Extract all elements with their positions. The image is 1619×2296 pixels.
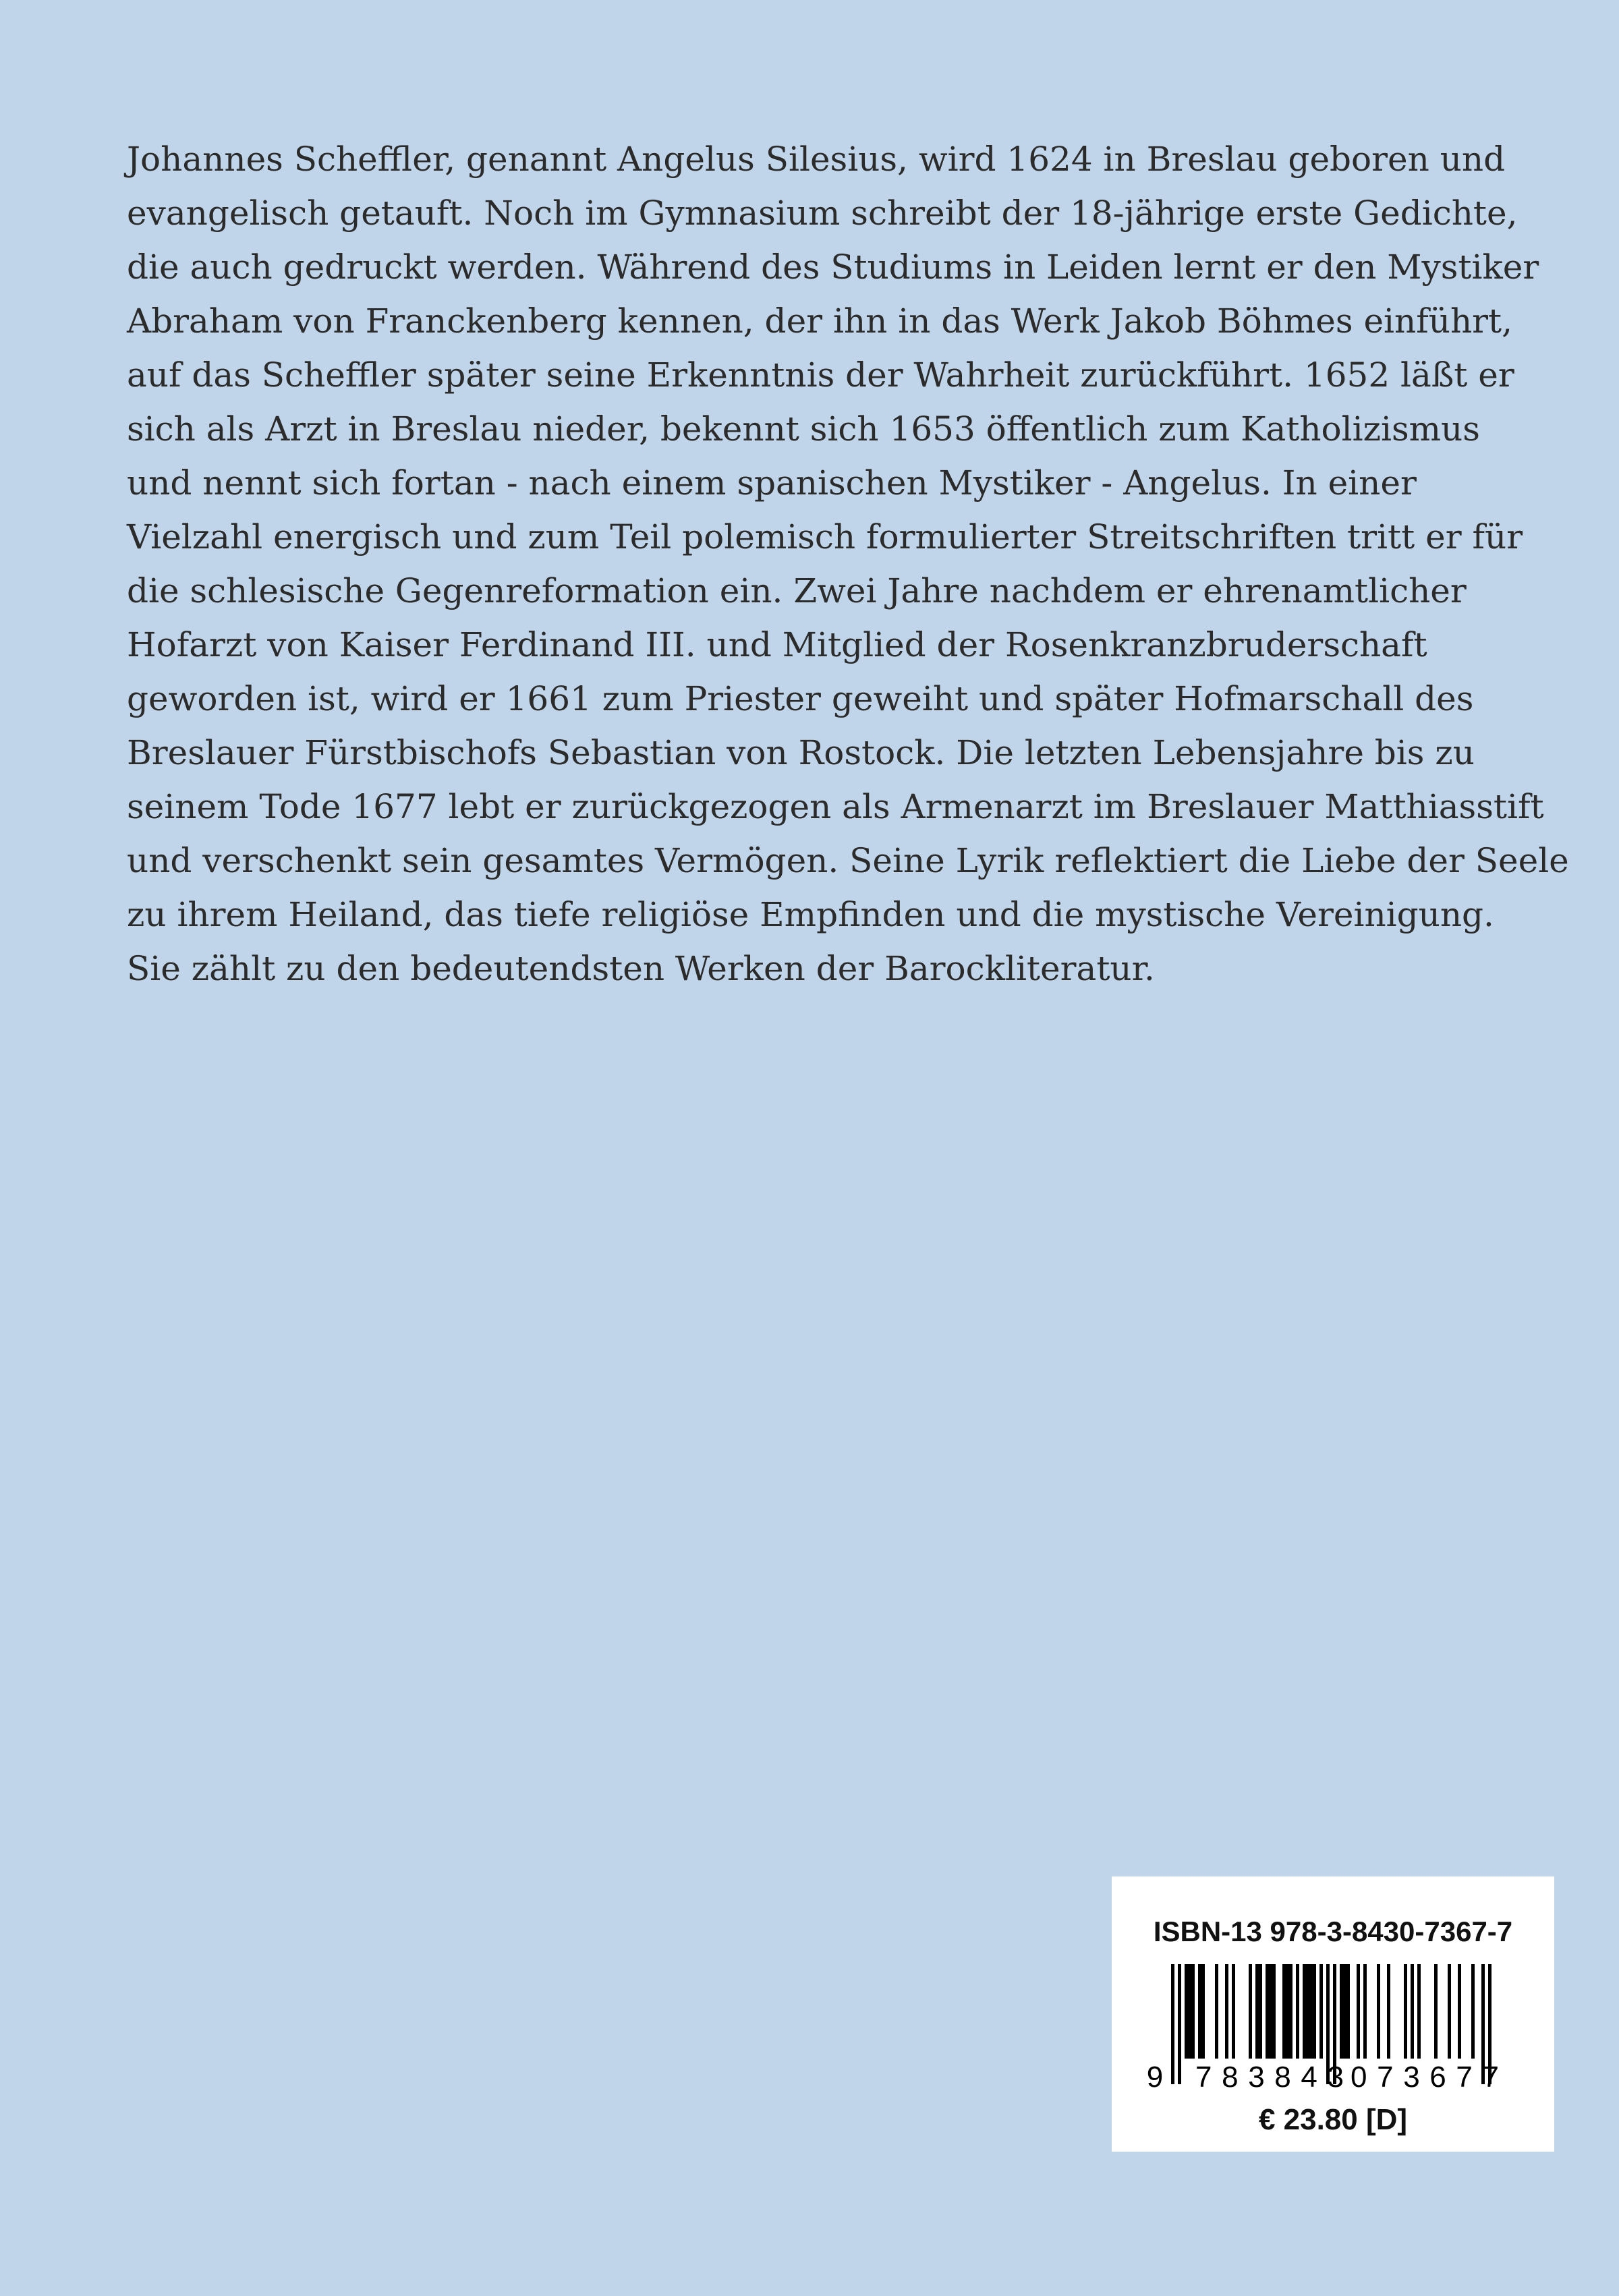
barcode-bar — [1215, 1964, 1218, 2059]
price-label: € 23.80 [D] — [1258, 2103, 1408, 2136]
barcode-bar — [1340, 1964, 1343, 2059]
blurb-line: seinem Tode 1677 lebt er zurückgezogen als Armenarzt im Breslauer Matthiasstift — [127, 787, 1544, 826]
barcode-first-digit: 9 — [1147, 2061, 1164, 2092]
barcode-bar — [1313, 1964, 1316, 2059]
blurb-line: evangelisch getauft. Noch im Gymnasium schreibt der 18-jährige erste Gedichte, — [127, 194, 1518, 233]
barcode-bar — [1272, 1964, 1276, 2059]
barcode-bar — [1188, 1964, 1191, 2059]
barcode-bar — [1255, 1964, 1259, 2059]
barcode-bar — [1266, 1964, 1269, 2059]
blurb-line: zu ihrem Heiland, das tiefe religiöse Empfinden und die mystische Vereinigung. — [127, 895, 1494, 934]
blurb-line: und nennt sich fortan - nach einem spanischen Mystiker - Angelus. In einer — [127, 463, 1417, 503]
isbn-number: ISBN-13 978-3-8430-7367-7 — [1153, 1916, 1513, 1947]
blurb-line: geworden ist, wird er 1661 zum Priester geweiht und später Hofmarschall des — [127, 679, 1474, 718]
barcode-bar — [1198, 1964, 1201, 2059]
barcode-bar — [1282, 1964, 1286, 2059]
isbn-label-box — [1112, 1876, 1554, 2152]
barcode-bar — [1306, 1964, 1309, 2059]
blurb-line: Vielzahl energisch und zum Teil polemisch formulierter Streitschriften tritt er für — [127, 517, 1523, 556]
barcode-bar — [1201, 1964, 1205, 2059]
barcode-right-digits: 073677 — [1351, 2061, 1499, 2092]
barcode-bar — [1319, 1964, 1323, 2059]
blurb-line: Hofarzt von Kaiser Ferdinand III. und Mitglied der Rosenkranzbruderschaft — [127, 625, 1427, 664]
barcode-bar — [1185, 1964, 1188, 2059]
blurb-line: Johannes Scheffler, genannt Angelus Silesius, wird 1624 in Breslau geboren und — [127, 140, 1506, 179]
barcode-bar — [1434, 1964, 1438, 2059]
barcode-bar — [1411, 1964, 1414, 2059]
barcode-bar — [1259, 1964, 1262, 2059]
blurb-line: Abraham von Franckenberg kennen, der ihn in das Werk Jakob Böhmes einführt, — [127, 302, 1513, 341]
barcode-bar — [1387, 1964, 1390, 2059]
barcode-bar — [1289, 1964, 1293, 2059]
barcode — [1147, 1964, 1525, 2092]
barcode-bar — [1357, 1964, 1360, 2059]
barcode-bar — [1448, 1964, 1451, 2059]
barcode-bar — [1458, 1964, 1461, 2059]
barcode-bar — [1309, 1964, 1313, 2059]
blurb-line: die auch gedruckt werden. Während des Studiums in Leiden lernt er den Mystiker — [127, 248, 1539, 287]
barcode-bar — [1171, 1964, 1174, 2084]
barcode-bar — [1471, 1964, 1475, 2059]
blurb-line: auf das Scheffler später seine Erkenntnis der Wahrheit zurückführt. 1652 läßt er — [127, 355, 1514, 395]
barcode-bar — [1232, 1964, 1235, 2059]
barcode-left-digits: 783843 — [1195, 2061, 1344, 2092]
blurb-line: Breslauer Fürstbischofs Sebastian von Rostock. Die letzten Lebensjahre bis zu — [127, 733, 1475, 772]
barcode-bar — [1303, 1964, 1306, 2059]
blurb-line: und verschenkt sein gesamtes Vermögen. Seine Lyrik reflektiert die Liebe der Seele — [127, 841, 1569, 880]
barcode-bar — [1377, 1964, 1380, 2059]
blurb-text — [127, 132, 1569, 996]
barcode-bar — [1346, 1964, 1350, 2059]
blurb-line: sich als Arzt in Breslau nieder, bekennt sich 1653 öffentlich zum Katholizismus — [127, 409, 1480, 449]
barcode-bar — [1269, 1964, 1272, 2059]
barcode-bar — [1225, 1964, 1228, 2059]
barcode-bar — [1343, 1964, 1346, 2059]
barcode-bar — [1363, 1964, 1367, 2059]
barcode-bar — [1191, 1964, 1195, 2059]
barcode-bar — [1286, 1964, 1289, 2059]
blurb-line: Sie zählt zu den bedeutendsten Werken der Barockliteratur. — [127, 949, 1155, 988]
barcode-bar — [1404, 1964, 1407, 2059]
barcode-bar — [1249, 1964, 1252, 2059]
blurb-line: die schlesische Gegenreformation ein. Zwei Jahre nachdem er ehrenamtlicher — [127, 571, 1467, 610]
barcode-bar — [1296, 1964, 1299, 2059]
barcode-bar — [1178, 1964, 1181, 2084]
barcode-bar — [1417, 1964, 1421, 2059]
